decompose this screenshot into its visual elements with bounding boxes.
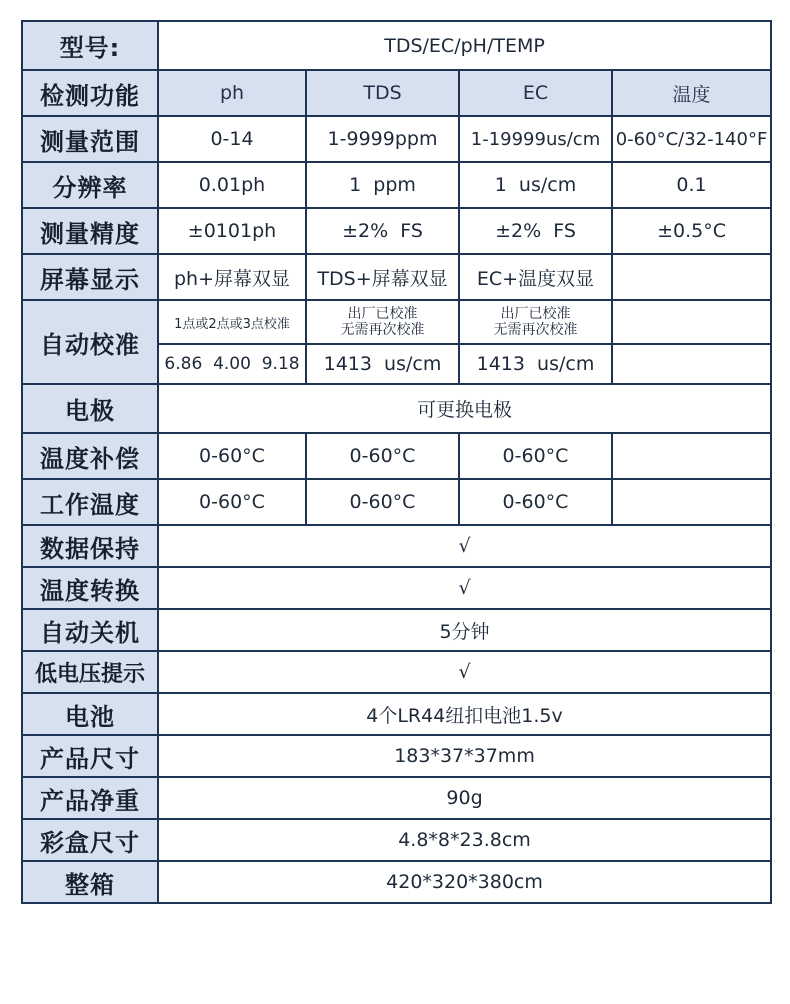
- value-auto-off: 5分钟: [158, 609, 771, 651]
- value-net-weight: 90g: [158, 777, 771, 819]
- cell-calibration-ec: 出厂已校准 无需再次校准: [459, 300, 612, 344]
- value-temp-convert: √: [158, 567, 771, 609]
- label-net-weight: 产品净重: [22, 777, 158, 819]
- cell-resolution-temp: 0.1: [612, 162, 771, 208]
- label-working-temp: 工作温度: [22, 479, 158, 525]
- value-data-hold: √: [158, 525, 771, 567]
- row-data-hold: [22, 525, 771, 567]
- label-auto-off: 自动关机: [22, 609, 158, 651]
- cell-calibration-points-temp: [612, 344, 771, 384]
- cell-accuracy-ec: ±2% FS: [459, 208, 612, 254]
- cell-range-tds: 1-9999ppm: [306, 116, 459, 162]
- cell-range-ec: 1-19999us/cm: [459, 116, 612, 162]
- cell-accuracy-tds: ±2% FS: [306, 208, 459, 254]
- cell-resolution-ec: 1 us/cm: [459, 162, 612, 208]
- header-tds: TDS: [306, 70, 459, 116]
- label-calibration: 自动校准: [22, 300, 158, 384]
- cell-calibration-points-tds: 1413 us/cm: [306, 344, 459, 384]
- label-box-size: 彩盒尺寸: [22, 819, 158, 861]
- row-display: [22, 254, 771, 300]
- row-net-weight: [22, 777, 771, 819]
- cell-temp-comp-ec: 0-60°C: [459, 433, 612, 479]
- cell-calibration-ph: 1点或2点或3点校准: [158, 300, 306, 344]
- value-box-size: 4.8*8*23.8cm: [158, 819, 771, 861]
- header-temp: 温度: [612, 70, 771, 116]
- value-carton: 420*320*380cm: [158, 861, 771, 903]
- label-temp-comp: 温度补偿: [22, 433, 158, 479]
- row-calibration-top: [22, 300, 771, 344]
- cell-display-temp: [612, 254, 771, 300]
- label-display: 屏幕显示: [22, 254, 158, 300]
- cell-working-temp-temp: [612, 479, 771, 525]
- spec-table: [21, 20, 772, 904]
- value-model: TDS/EC/pH/TEMP: [158, 21, 771, 70]
- label-accuracy: 测量精度: [22, 208, 158, 254]
- label-functions: 检测功能: [22, 70, 158, 116]
- cell-working-temp-ec: 0-60°C: [459, 479, 612, 525]
- row-working-temp: [22, 479, 771, 525]
- cell-display-ph: ph+屏幕双显: [158, 254, 306, 300]
- label-temp-convert: 温度转换: [22, 567, 158, 609]
- cell-working-temp-ph: 0-60°C: [158, 479, 306, 525]
- label-data-hold: 数据保持: [22, 525, 158, 567]
- cell-accuracy-ph: ±0101ph: [158, 208, 306, 254]
- cell-calibration-tds: 出厂已校准 无需再次校准: [306, 300, 459, 344]
- cell-temp-comp-tds: 0-60°C: [306, 433, 459, 479]
- cell-resolution-tds: 1 ppm: [306, 162, 459, 208]
- label-resolution: 分辨率: [22, 162, 158, 208]
- cell-calibration-temp: [612, 300, 771, 344]
- value-electrode: 可更换电极: [158, 384, 771, 433]
- row-range: [22, 116, 771, 162]
- cell-accuracy-temp: ±0.5°C: [612, 208, 771, 254]
- cell-range-temp: 0-60°C/32-140°F: [612, 116, 771, 162]
- cell-temp-comp-ph: 0-60°C: [158, 433, 306, 479]
- label-battery: 电池: [22, 693, 158, 735]
- row-model: [22, 21, 771, 70]
- value-size: 183*37*37mm: [158, 735, 771, 777]
- cell-calibration-points-ph: 6.86 4.00 9.18: [158, 344, 306, 384]
- header-ec: EC: [459, 70, 612, 116]
- row-temp-convert: [22, 567, 771, 609]
- row-temp-comp: [22, 433, 771, 479]
- value-low-battery: √: [158, 651, 771, 693]
- cell-range-ph: 0-14: [158, 116, 306, 162]
- cell-temp-comp-temp: [612, 433, 771, 479]
- row-size: [22, 735, 771, 777]
- row-carton: [22, 861, 771, 903]
- row-box-size: [22, 819, 771, 861]
- label-electrode: 电极: [22, 384, 158, 433]
- label-range: 测量范围: [22, 116, 158, 162]
- row-auto-off: [22, 609, 771, 651]
- header-ph: ph: [158, 70, 306, 116]
- label-model: 型号:: [22, 21, 158, 70]
- label-low-battery: 低电压提示: [22, 651, 158, 693]
- value-battery: 4个LR44纽扣电池1.5v: [158, 693, 771, 735]
- row-electrode: [22, 384, 771, 433]
- cell-display-ec: EC+温度双显: [459, 254, 612, 300]
- cell-display-tds: TDS+屏幕双显: [306, 254, 459, 300]
- cell-calibration-points-ec: 1413 us/cm: [459, 344, 612, 384]
- cell-working-temp-tds: 0-60°C: [306, 479, 459, 525]
- row-low-battery: [22, 651, 771, 693]
- row-accuracy: [22, 208, 771, 254]
- label-carton: 整箱: [22, 861, 158, 903]
- row-battery: [22, 693, 771, 735]
- cell-resolution-ph: 0.01ph: [158, 162, 306, 208]
- row-functions: [22, 70, 771, 116]
- label-size: 产品尺寸: [22, 735, 158, 777]
- row-resolution: [22, 162, 771, 208]
